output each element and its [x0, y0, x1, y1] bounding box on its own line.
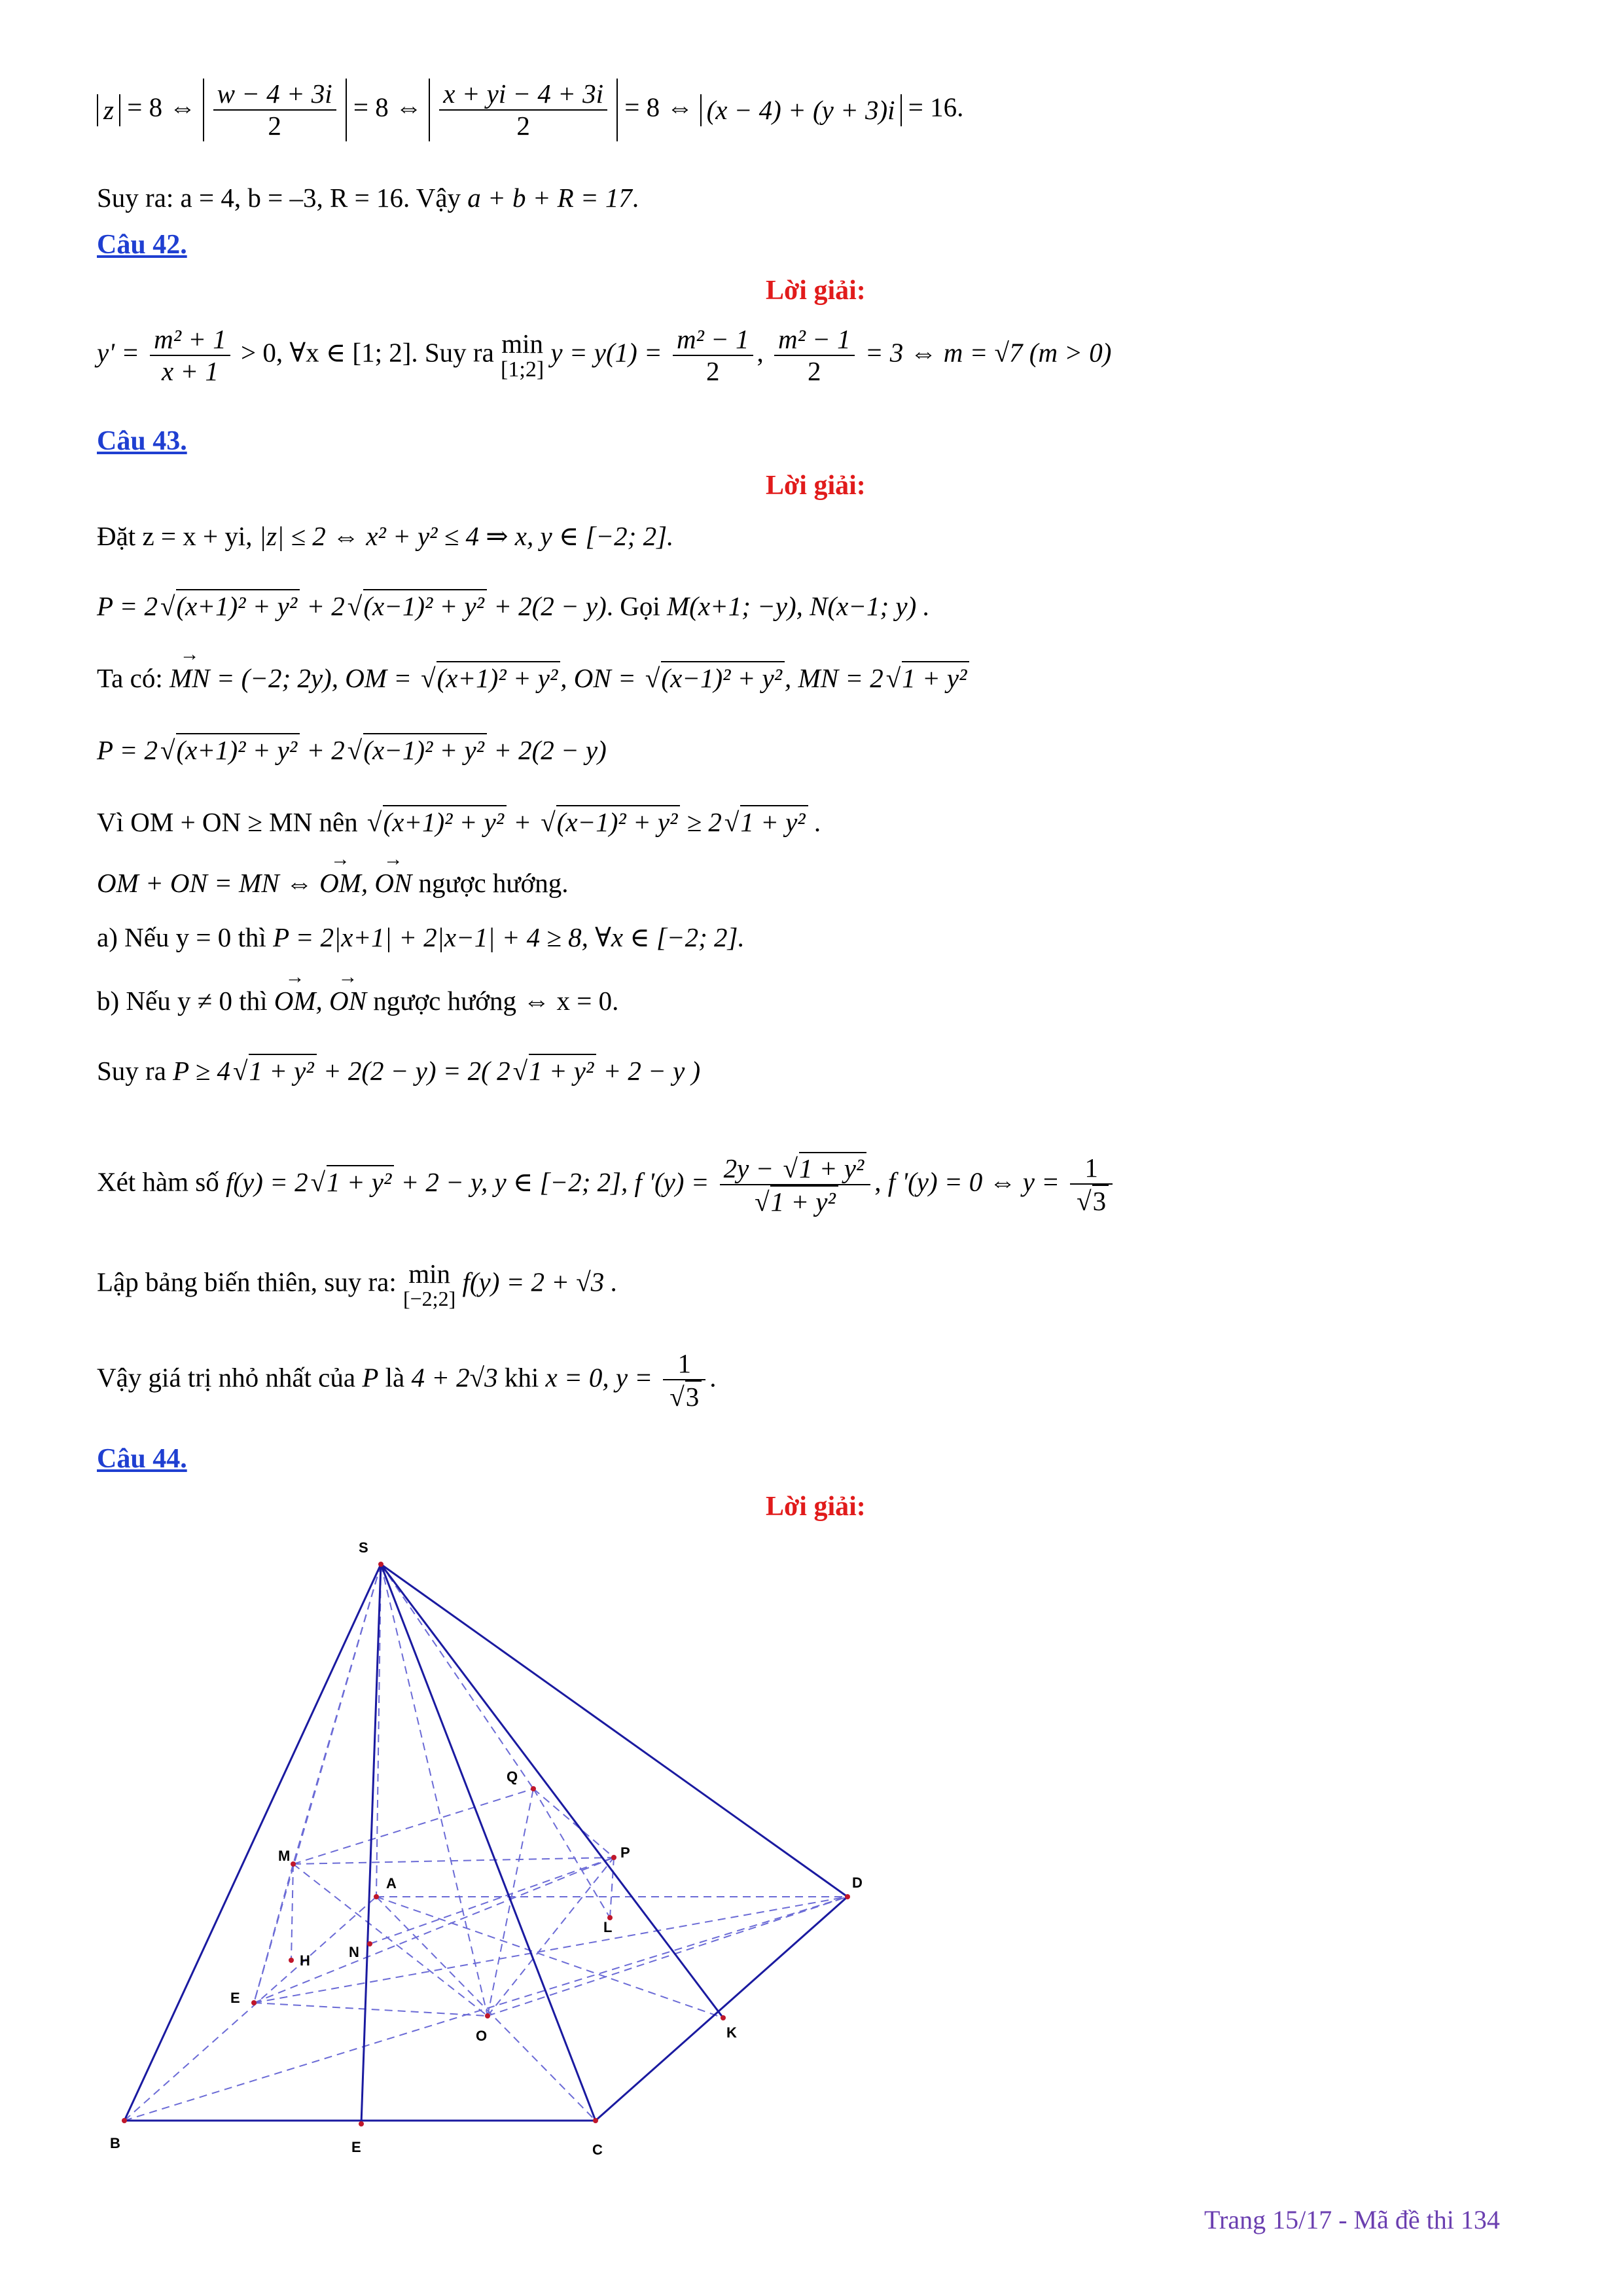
equation-line-1: z = 8 ⇔ $\frac{w - 4 + 3i}{2}$ = 8 ⇔ $\frac{x + yi - 4 + 3i}{2}$ = 8 ⇔ (x − 4) + (y + 3)i = 16. [97, 79, 963, 141]
label-L: L [603, 1919, 613, 1935]
heading-q42: Câu 42. [97, 230, 187, 260]
solution-label-q44: Lời giải: [766, 1492, 866, 1522]
equation-q43-suyra: Suy ra P ≥ 4√ 1 + y² + 2(2 − y) = 2( 2√ 1 + y² + 2 − y ) [97, 1054, 700, 1087]
label-D: D [852, 1874, 863, 1891]
equation-q43-line1: Đặt z = x + yi, |z| ≤ 2 ⇔ x² + y² ≤ 4 ⇒ x, y ∈ [−2; 2]. [97, 521, 674, 551]
heading-q44: Câu 44. [97, 1444, 187, 1474]
equation-q43-line3: Ta có: → MN = (−2; 2y), OM = √ (x+1)² + y², ON = √ (x−1)² + y², MN = 2√ 1 + y² [97, 661, 969, 694]
equation-q43-line6: OM + ON = MN ⇔ → OM, → ON ngược hướng. [97, 867, 569, 899]
equation-q43-line4: P = 2√ (x+1)² + y² + 2√ (x−1)² + y² + 2(2 − y) [97, 733, 607, 766]
label-Q: Q [507, 1768, 518, 1785]
equation-q43-line2: P = 2√ (x+1)² + y² + 2√ (x−1)² + y² + 2(2 − y). Gọi M(x+1; −y), N(x−1; y) . [97, 589, 930, 622]
point-labels [110, 1539, 863, 2158]
page-footer: Trang 15/17 - Mã đề thi 134 [1204, 2205, 1500, 2234]
equation-q43-xet: Xét hàm số f(y) = 2√ 1 + y² + 2 − y, y ∈ [−2; 2], f '(y) = 2y − √ 1 + y² √ 1 + y² , f '(y) = 0 ⇔ y = 1 √ 3 [97, 1152, 1116, 1217]
label-B: B [110, 2135, 120, 2151]
equation-q43-case-a: a) Nếu y = 0 thì P = 2|x+1| + 2|x−1| + 4 ≥ 8, ∀x ∈ [−2; 2]. [97, 922, 745, 952]
label-E-bottom: E [351, 2139, 361, 2155]
equation-q42: y' = $\frac{\text{m² + 1}}{x + 1}$ > 0, ∀x ∈ [1; 2]. Suy ra min [1;2] y = y(1) = $\frac{\text{m² − 1}}{2}$ , $\frac{\text{m² − 1}}{2}$ = 3 ⇔ m = √7 (m > 0) [97, 324, 1112, 387]
label-N: N [349, 1944, 359, 1960]
heading-q43: Câu 43. [97, 426, 187, 456]
solution-label-q42: Lời giải: [766, 276, 866, 306]
equation-q43-line5: Vì OM + ON ≥ MN nên √ (x+1)² + y² + √ (x−1)² + y² ≥ 2√ 1 + y² . [97, 805, 821, 838]
equation-line-2: Suy ra: a = 4, b = –3, R = 16. Vậy a + b + R = 17. [97, 183, 639, 213]
label-S: S [359, 1539, 368, 1556]
label-O: O [476, 2028, 488, 2044]
label-M: M [278, 1848, 291, 1864]
label-C: C [592, 2142, 603, 2158]
label-H: H [300, 1952, 310, 1969]
solution-label-q43: Lời giải: [766, 471, 866, 501]
label-K: K [726, 2024, 737, 2041]
equation-q43-case-b: b) Nếu y ≠ 0 thì → OM, → ON ngược hướng ⇔ x = 0. [97, 985, 618, 1017]
label-A: A [386, 1875, 397, 1892]
equation-q43-vay: Vậy giá trị nhỏ nhất của P là 4 + 2√3 khi x = 0, y = 1 √ 3 . [97, 1348, 717, 1412]
equation-q43-lap: Lập bảng biến thiên, suy ra: min [−2;2] f(y) = 2 + √3 . [97, 1259, 618, 1311]
label-E-inner: E [230, 1990, 240, 2006]
label-P: P [620, 1844, 630, 1861]
